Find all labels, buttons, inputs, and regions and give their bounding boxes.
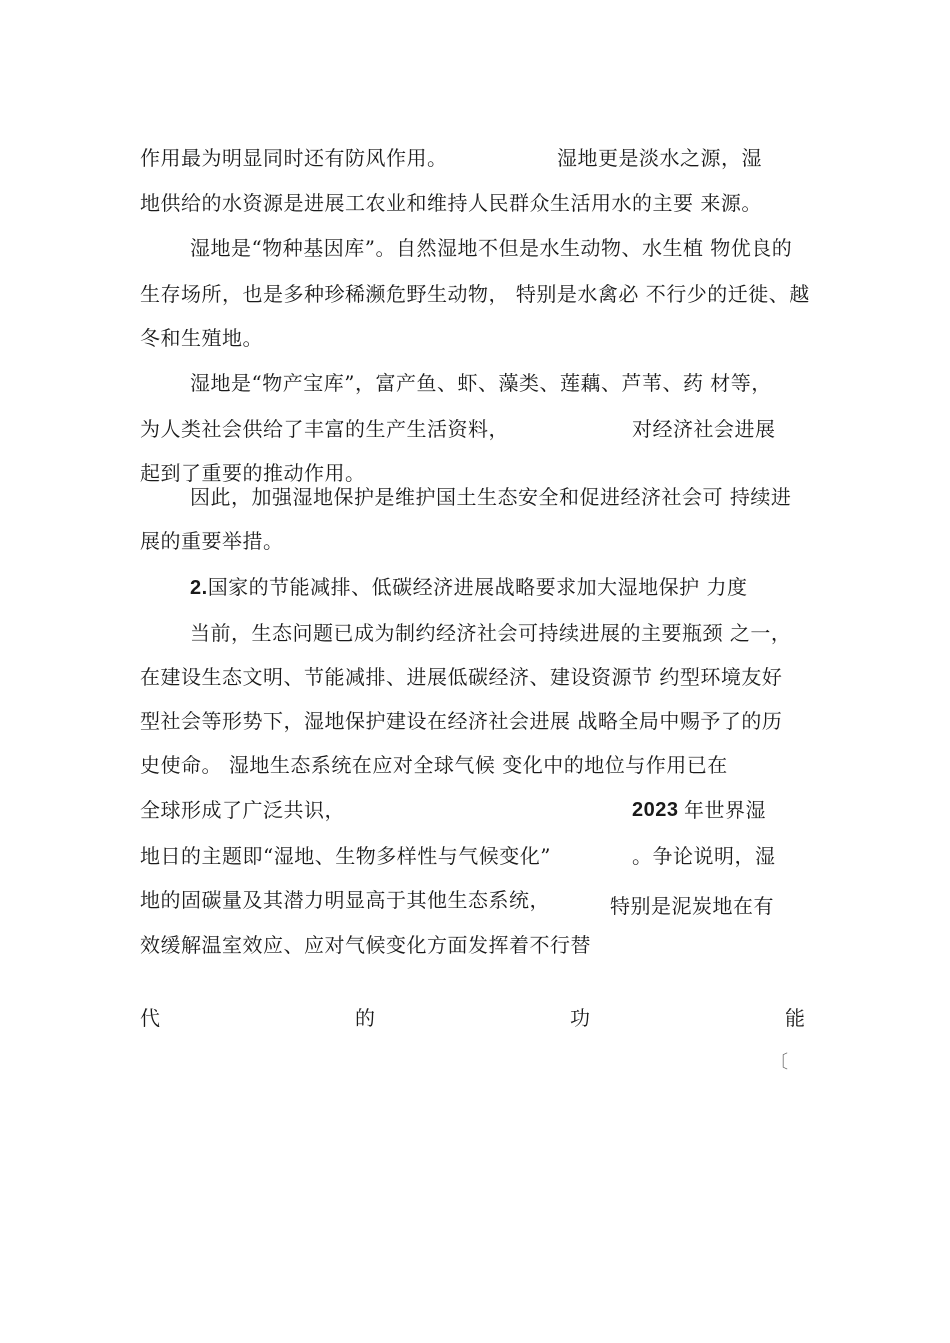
text-line: 效缓解温室效应、应对气候变化方面发挥着不行替 — [140, 933, 591, 957]
text-line: 特别是泥炭地在有 — [610, 894, 774, 918]
spaced-word: 能 — [785, 1006, 806, 1030]
text-line: 冬和生殖地。 — [140, 326, 263, 350]
text-line: 湿地更是淡水之源，湿 — [557, 146, 762, 170]
open-bracket: 〔 — [770, 1052, 789, 1073]
text-line: 为人类社会供给了丰富的生产生活资料， — [140, 417, 509, 441]
section-number: 2. — [190, 577, 208, 599]
text-line: 。争论说明，湿 — [632, 844, 776, 868]
text-line: 年世界湿 — [684, 798, 766, 822]
text-line: 在建设生态文明、节能减排、进展低碳经济、建设资源节 约型环境友好 — [140, 665, 783, 689]
paragraph-start-line: 因此，加强湿地保护是维护国土生态安全和促进经济社会可 持续进 — [190, 485, 792, 509]
text-line: 作用最为明显同时还有防风作用。 — [140, 146, 448, 170]
spaced-word: 的 — [355, 1006, 376, 1030]
text-line: 地日的主题即“湿地、生物多样性与气候变化” — [140, 844, 551, 868]
year-text: 2023 — [632, 799, 679, 821]
text-line: 型社会等形势下，湿地保护建设在经济社会进展 战略全局中赐予了的历 — [140, 709, 783, 733]
paragraph-start-line: 湿地是“物种基因库”。自然湿地不但是水生动物、水生植 物优良的 — [190, 236, 793, 260]
paragraph-start-line: 当前，生态问题已成为制约经济社会可持续进展的主要瓶颈 之一， — [190, 621, 792, 645]
text-line: 地的固碳量及其潜力明显高于其他生态系统， — [140, 888, 550, 912]
text-line: 全球形成了广泛共识， — [140, 798, 345, 822]
text-line: 展的重要举措。 — [140, 529, 284, 553]
text-line: 史使命。 湿地生态系统在应对全球气候 变化中的地位与作用已在 — [140, 753, 728, 777]
section-heading — [190, 574, 748, 601]
paragraph-start-line: 湿地是“物产宝库”，富产鱼、虾、藻类、莲藕、芦苇、药 材等， — [190, 371, 772, 395]
spaced-word: 代 — [140, 1006, 161, 1030]
text-line: 地供给的水资源是进展工农业和维持人民群众生活用水的主要 来源。 — [140, 191, 762, 215]
text-line: 对经济社会进展 — [632, 417, 776, 441]
spaced-word: 功 — [570, 1006, 591, 1030]
section-title: 国家的节能减排、低碳经济进展战略要求加大湿地保护 力度 — [207, 575, 748, 599]
text-line: 起到了重要的推动作用。 — [140, 461, 366, 485]
text-line: 生存场所，也是多种珍稀濒危野生动物， 特别是水禽必 不行少的迁徙、越 — [140, 282, 810, 306]
